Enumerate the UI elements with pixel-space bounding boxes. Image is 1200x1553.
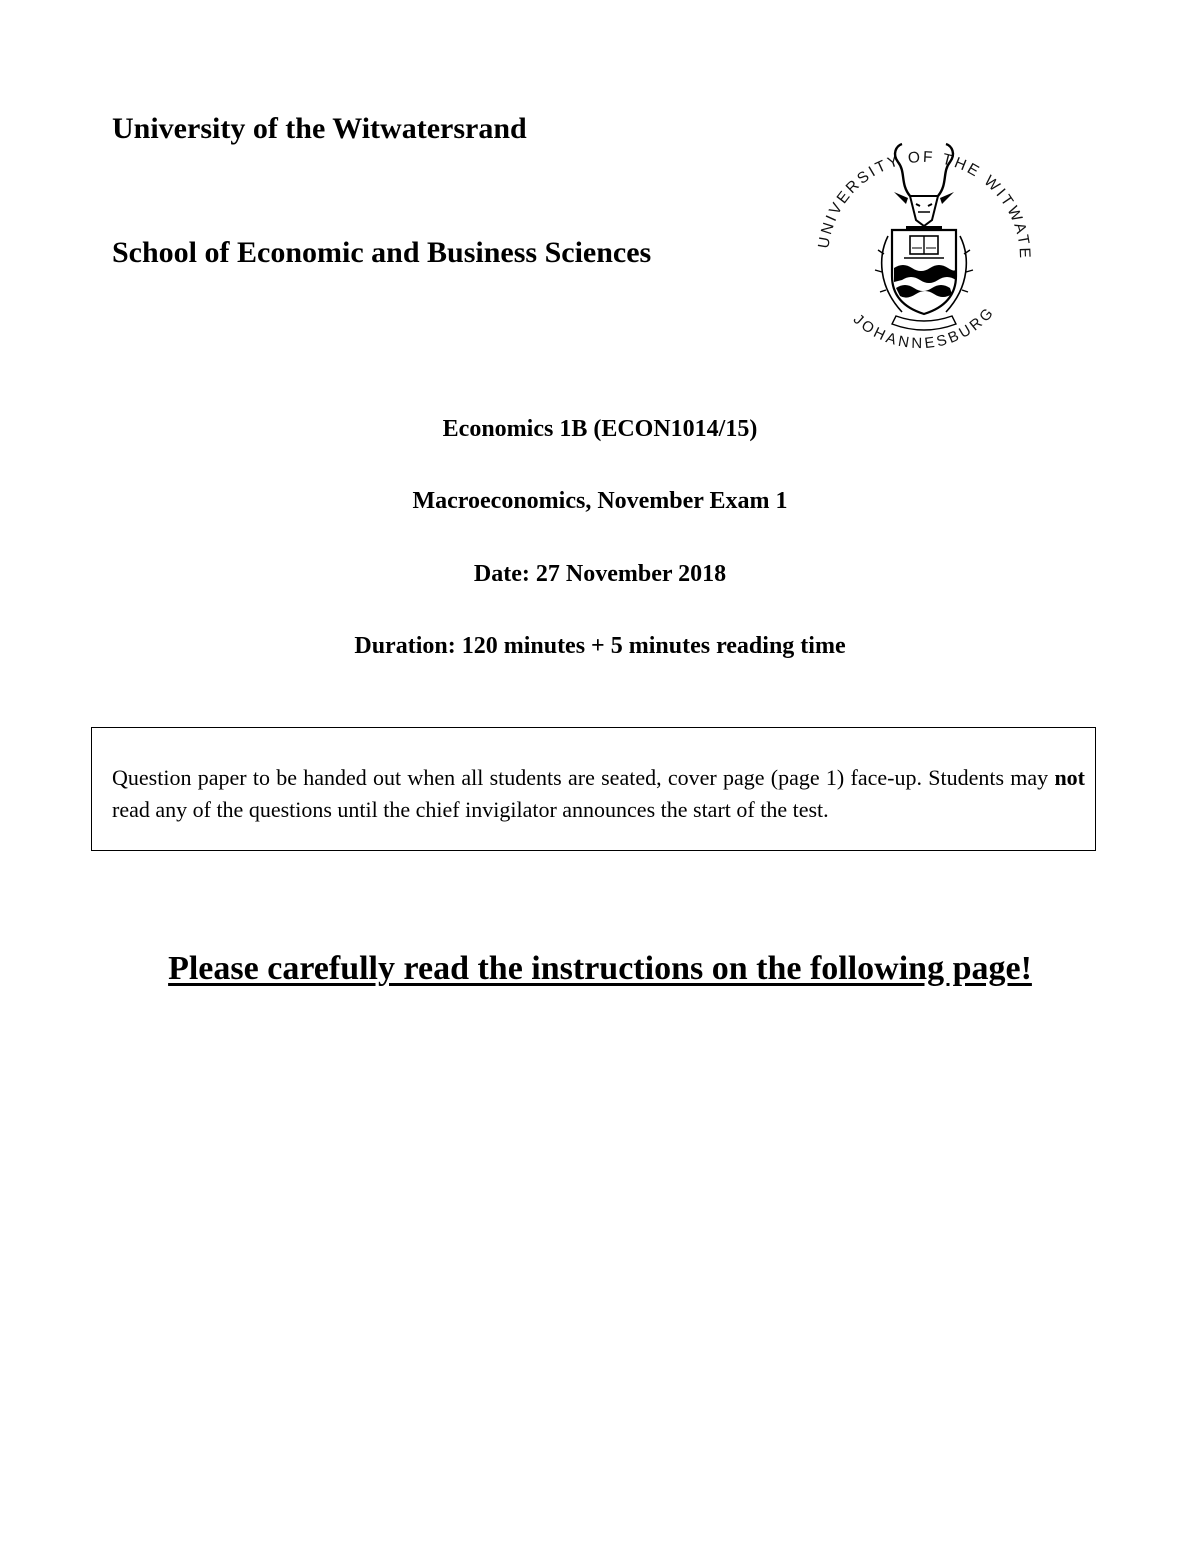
- crest-arc-bottom-text: JOHANNESBURG: [849, 302, 999, 352]
- instructions-callout: Please carefully read the instructions on the following page!: [168, 950, 1032, 987]
- wits-crest-icon: [806, 126, 1042, 352]
- crest-arc-top-text: UNIVERSITY OF THE WITWATE: [815, 148, 1034, 261]
- invigilation-notice-box: [91, 727, 1096, 851]
- notice-text-part1: Question paper to be handed out when all students are seated, cover page (page 1) face-up. Students may: [112, 765, 1055, 790]
- exam-duration: Duration: 120 minutes + 5 minutes reading time: [354, 633, 846, 659]
- notice-emphasis: not: [1054, 765, 1085, 790]
- school-name: School of Economic and Business Sciences: [112, 236, 652, 269]
- exam-date: Date: 27 November 2018: [473, 561, 727, 587]
- exam-name: Macroeconomics, November Exam 1: [412, 488, 788, 514]
- notice-text-part2: read any of the questions until the chief invigilator announces the start of the test.: [112, 797, 829, 822]
- course-title: Economics 1B (ECON1014/15): [442, 416, 758, 442]
- university-name: University of the Witwatersrand: [112, 112, 527, 145]
